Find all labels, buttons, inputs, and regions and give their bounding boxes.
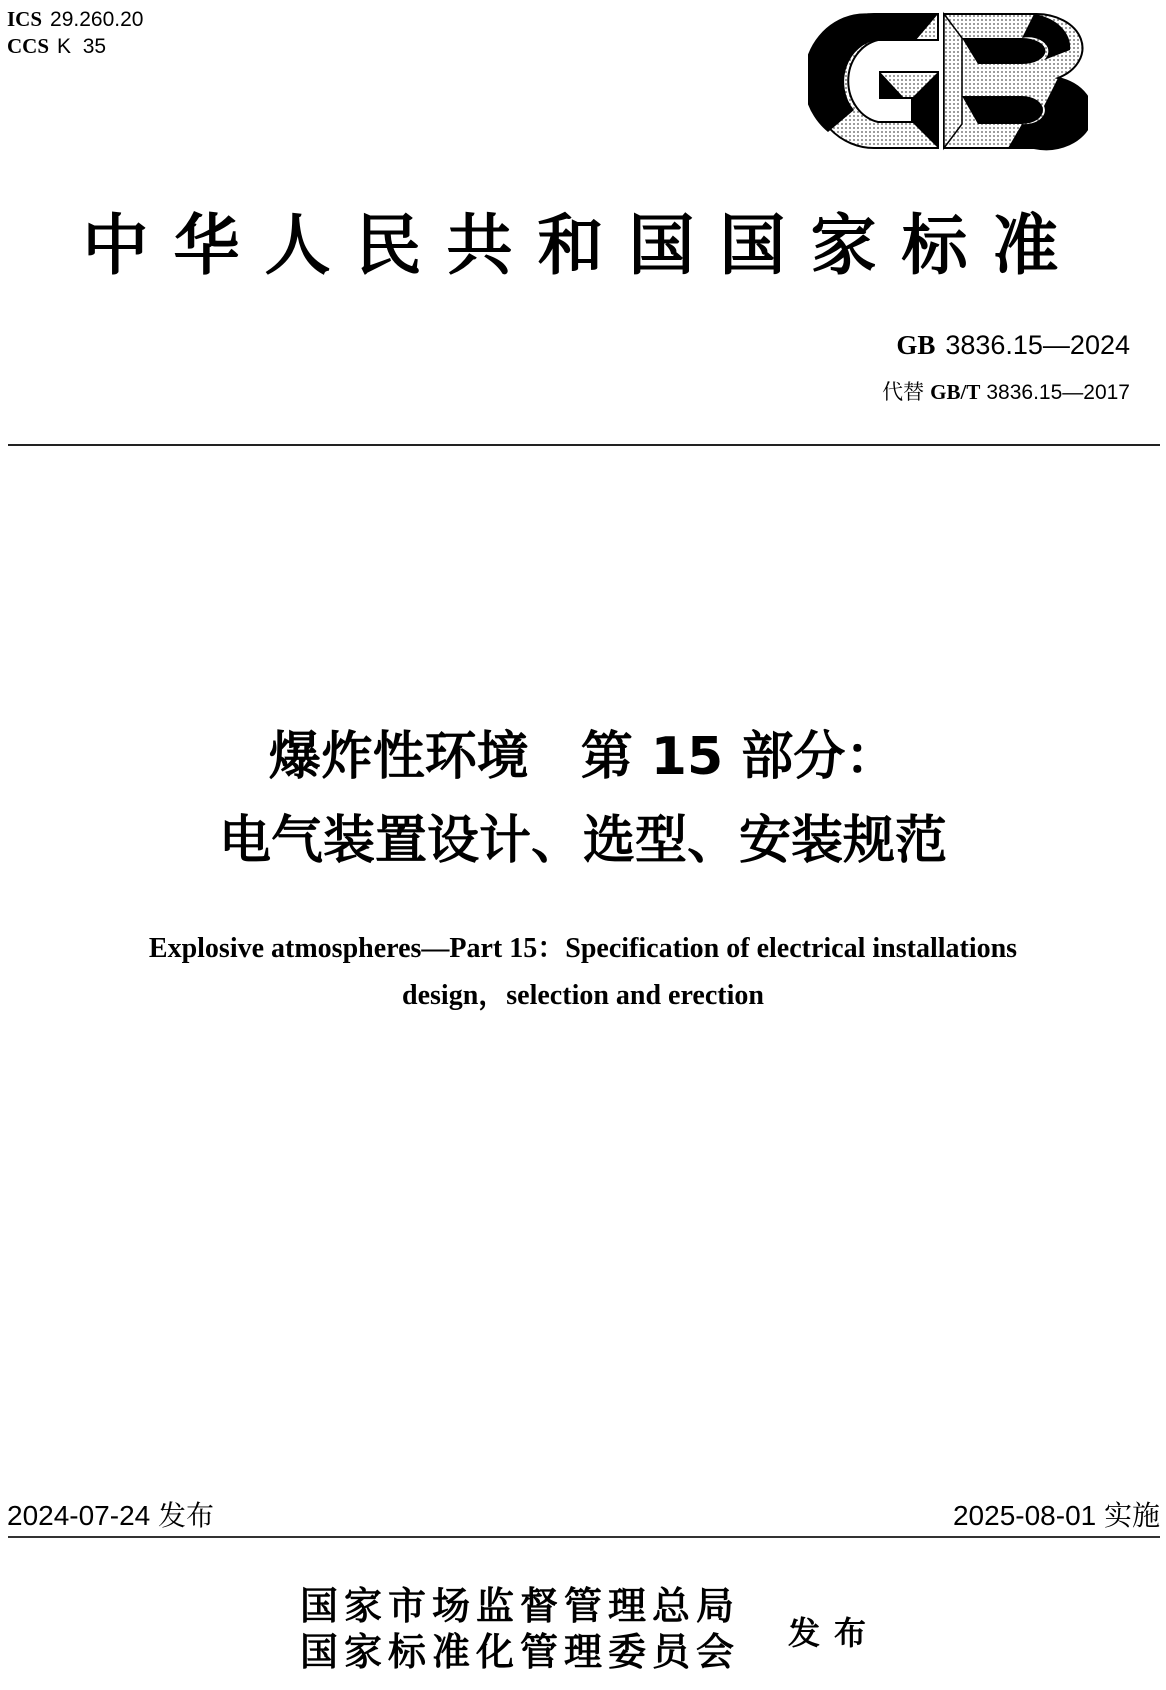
classification-codes [7,6,143,60]
ccs-label: CCS [7,34,50,58]
english-title-line-2: design，selection and erection [402,980,764,1011]
publisher-1: 国家市场监督管理总局 [300,1583,741,1628]
standard-prefix: GB [896,330,936,360]
english-title [0,925,1166,1019]
header-divider [8,444,1160,446]
chinese-title [0,715,1166,883]
issue-date: 2024-07-24 发布 [7,1500,215,1531]
publishers [300,1583,740,1675]
replaces-number: 3836.15—2017 [986,381,1130,404]
ccs-value: K 35 [57,35,107,58]
replaces-label: 代替 [882,380,925,404]
chinese-title-line-2: 电气装置设计、选型、安装规范 [218,811,947,871]
ccs-code [7,33,143,60]
ics-label: ICS [7,7,43,31]
ics-value: 29.260.20 [50,8,144,31]
publish-action: 发布 [788,1614,881,1652]
national-standard-title: 中华人民共和国国家标准 [82,206,1084,284]
english-title-line-1: Explosive atmospheres—Part 15：Specification of electrical installations [148,933,1018,964]
gb-logo-icon [808,10,1088,152]
replaces-prefix: GB/T [930,380,981,404]
ics-code [7,6,143,33]
standard-number [896,330,1130,361]
footer-divider [8,1536,1160,1538]
chinese-title-line-1: 爆炸性环境 第 15 部分： [268,727,898,787]
replaces-standard [882,376,1130,406]
publisher-2: 国家标准化管理委员会 [300,1629,741,1674]
effective-date: 2025-08-01 实施 [952,1500,1160,1531]
standard-number-value: 3836.15—2024 [945,330,1130,360]
